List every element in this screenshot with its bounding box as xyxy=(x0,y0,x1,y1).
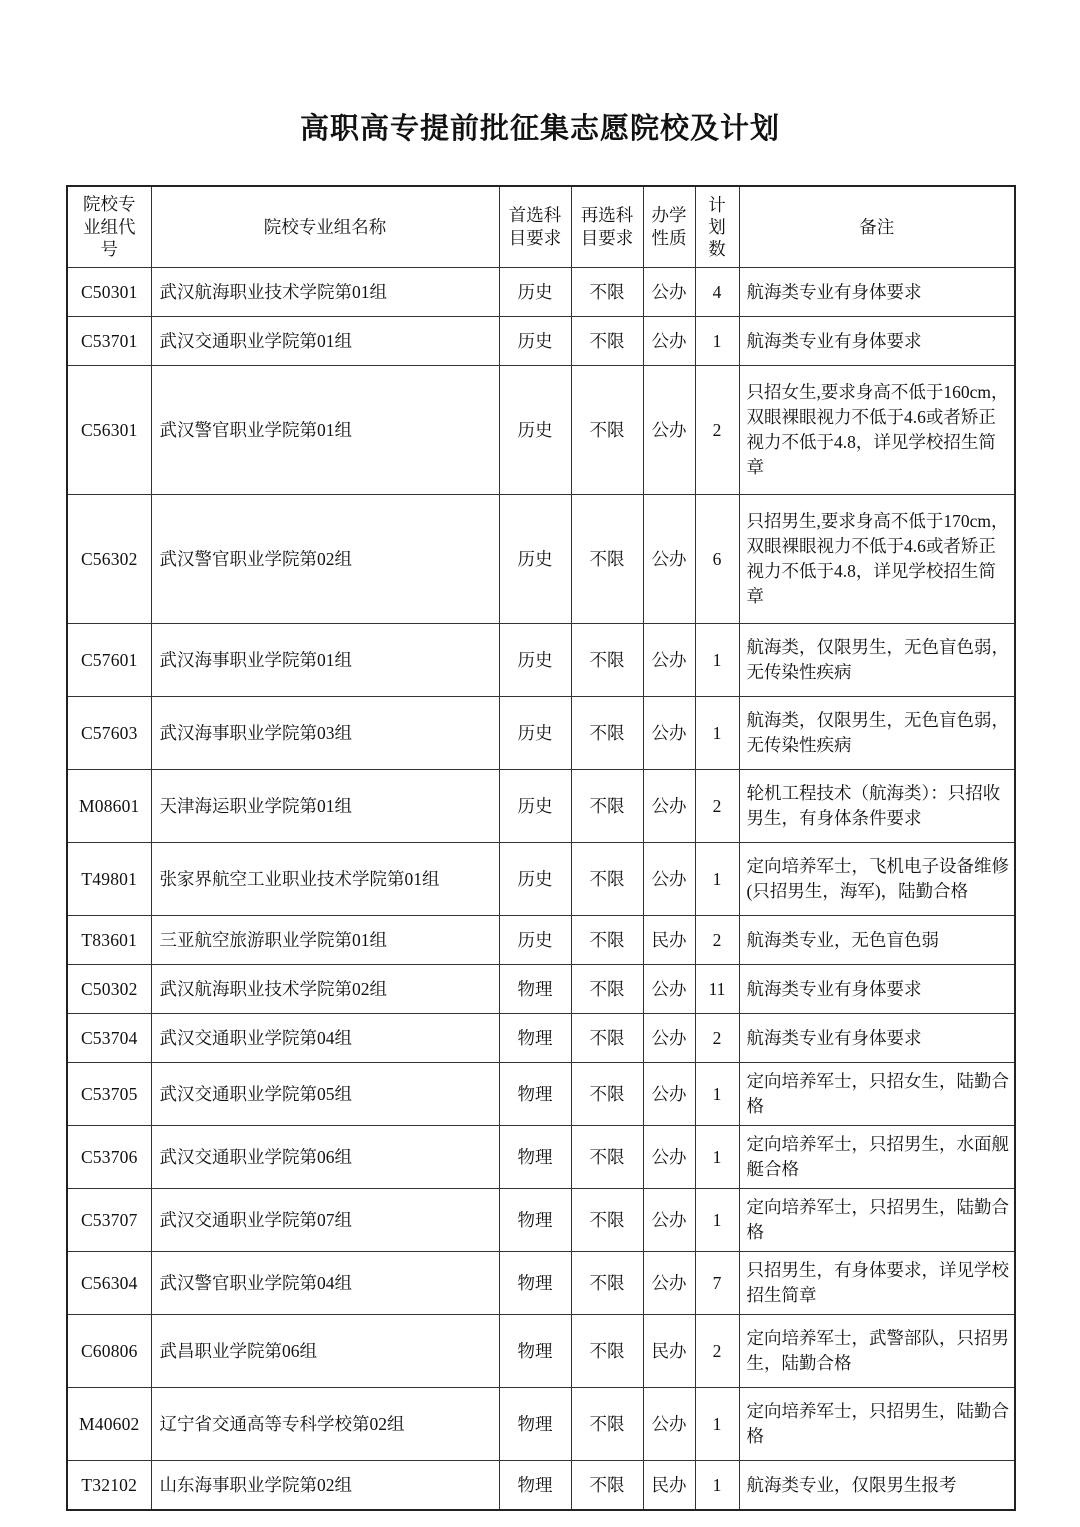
cell-first-subject: 历史 xyxy=(499,916,571,965)
cell-first-subject: 历史 xyxy=(499,697,571,770)
table-row xyxy=(67,1014,1015,1063)
cell-first-subject: 物理 xyxy=(499,1189,571,1252)
cell-remark: 只招男生,要求身高不低于170cm，双眼裸眼视力不低于4.6或者矫正视力不低于4.8，详见学校招生简章 xyxy=(739,495,1015,624)
cell-remark: 航海类专业有身体要求 xyxy=(739,965,1015,1014)
column-header-school-type-line-1: 办学 xyxy=(651,205,687,226)
cell-plan-count: 1 xyxy=(695,1189,739,1252)
cell-code: T49801 xyxy=(67,843,151,916)
cell-name: 武汉交通职业学院第05组 xyxy=(151,1063,499,1126)
cell-first-subject: 历史 xyxy=(499,495,571,624)
cell-plan-count: 1 xyxy=(695,1461,739,1511)
cell-plan-count: 1 xyxy=(695,624,739,697)
cell-name: 武汉交通职业学院第04组 xyxy=(151,1014,499,1063)
table-header xyxy=(67,186,1015,268)
table-header-row xyxy=(67,186,1015,268)
cell-plan-count: 6 xyxy=(695,495,739,624)
cell-school-type: 公办 xyxy=(643,624,695,697)
cell-name: 天津海运职业学院第01组 xyxy=(151,770,499,843)
table-row xyxy=(67,1461,1015,1511)
cell-name: 三亚航空旅游职业学院第01组 xyxy=(151,916,499,965)
cell-code: C56304 xyxy=(67,1252,151,1315)
cell-name: 武汉航海职业技术学院第02组 xyxy=(151,965,499,1014)
table-row xyxy=(67,916,1015,965)
cell-first-subject: 物理 xyxy=(499,965,571,1014)
cell-remark: 定向培养军士，只招男生，陆勤合格 xyxy=(739,1189,1015,1252)
cell-first-subject: 物理 xyxy=(499,1461,571,1511)
cell-remark: 航海类专业，仅限男生报考 xyxy=(739,1461,1015,1511)
cell-code: C53706 xyxy=(67,1126,151,1189)
cell-first-subject: 物理 xyxy=(499,1126,571,1189)
cell-plan-count: 4 xyxy=(695,268,739,317)
cell-school-type: 公办 xyxy=(643,1252,695,1315)
cell-first-subject: 历史 xyxy=(499,317,571,366)
cell-school-type: 公办 xyxy=(643,1126,695,1189)
table-row xyxy=(67,965,1015,1014)
cell-first-subject: 历史 xyxy=(499,843,571,916)
cell-code: C53701 xyxy=(67,317,151,366)
cell-school-type: 公办 xyxy=(643,1063,695,1126)
column-header-code-line-2: 业组代 xyxy=(83,216,136,237)
column-header-first-subject xyxy=(499,186,571,268)
cell-plan-count: 1 xyxy=(695,843,739,916)
column-header-code xyxy=(67,186,151,268)
column-header-second-subject-line-2: 目要求 xyxy=(580,227,634,248)
cell-school-type: 民办 xyxy=(643,916,695,965)
cell-plan-count: 2 xyxy=(695,916,739,965)
cell-code: T32102 xyxy=(67,1461,151,1511)
table-row xyxy=(67,1063,1015,1126)
cell-plan-count: 2 xyxy=(695,1315,739,1388)
cell-second-subject: 不限 xyxy=(571,366,643,495)
cell-code: T83601 xyxy=(67,916,151,965)
cell-plan-count: 1 xyxy=(695,697,739,770)
cell-first-subject: 物理 xyxy=(499,1014,571,1063)
cell-first-subject: 历史 xyxy=(499,624,571,697)
cell-plan-count: 1 xyxy=(695,317,739,366)
cell-school-type: 公办 xyxy=(643,965,695,1014)
cell-second-subject: 不限 xyxy=(571,1063,643,1126)
cell-name: 辽宁省交通高等专科学校第02组 xyxy=(151,1388,499,1461)
cell-name: 武汉交通职业学院第01组 xyxy=(151,317,499,366)
cell-remark: 定向培养军士，武警部队，只招男生，陆勤合格 xyxy=(739,1315,1015,1388)
cell-remark: 轮机工程技术（航海类）：只招收男生，有身体条件要求 xyxy=(739,770,1015,843)
cell-second-subject: 不限 xyxy=(571,770,643,843)
cell-code: M40602 xyxy=(67,1388,151,1461)
table-row xyxy=(67,770,1015,843)
cell-first-subject: 历史 xyxy=(499,770,571,843)
column-header-school-type-line-2: 性质 xyxy=(651,227,687,248)
cell-school-type: 公办 xyxy=(643,697,695,770)
cell-name: 武昌职业学院第06组 xyxy=(151,1315,499,1388)
table-row xyxy=(67,268,1015,317)
cell-code: C53704 xyxy=(67,1014,151,1063)
table-row xyxy=(67,1189,1015,1252)
cell-remark: 定向培养军士，只招女生，陆勤合格 xyxy=(739,1063,1015,1126)
cell-code: C56301 xyxy=(67,366,151,495)
table-row xyxy=(67,1126,1015,1189)
cell-remark: 只招女生,要求身高不低于160cm，双眼裸眼视力不低于4.6或者矫正视力不低于4.8，详见学校招生简章 xyxy=(739,366,1015,495)
column-header-first-subject-line-1: 首选科 xyxy=(508,205,562,226)
cell-plan-count: 1 xyxy=(695,1063,739,1126)
cell-name: 武汉交通职业学院第07组 xyxy=(151,1189,499,1252)
cell-code: C53707 xyxy=(67,1189,151,1252)
cell-plan-count: 2 xyxy=(695,1014,739,1063)
table-row xyxy=(67,495,1015,624)
cell-second-subject: 不限 xyxy=(571,1189,643,1252)
cell-remark: 航海类专业，无色盲色弱 xyxy=(739,916,1015,965)
cell-plan-count: 1 xyxy=(695,1388,739,1461)
cell-second-subject: 不限 xyxy=(571,317,643,366)
cell-plan-count: 2 xyxy=(695,366,739,495)
cell-name: 武汉海事职业学院第01组 xyxy=(151,624,499,697)
table-row xyxy=(67,1315,1015,1388)
column-header-remark: 备注 xyxy=(739,186,1015,268)
cell-school-type: 公办 xyxy=(643,495,695,624)
cell-plan-count: 1 xyxy=(695,1126,739,1189)
cell-plan-count: 11 xyxy=(695,965,739,1014)
cell-code: C53705 xyxy=(67,1063,151,1126)
cell-code: C50301 xyxy=(67,268,151,317)
cell-second-subject: 不限 xyxy=(571,268,643,317)
cell-second-subject: 不限 xyxy=(571,1388,643,1461)
table-row xyxy=(67,1252,1015,1315)
column-header-plan-count-line-1: 计 xyxy=(708,194,726,215)
cell-code: M08601 xyxy=(67,770,151,843)
cell-school-type: 公办 xyxy=(643,843,695,916)
cell-remark: 航海类专业有身体要求 xyxy=(739,268,1015,317)
cell-name: 武汉警官职业学院第02组 xyxy=(151,495,499,624)
cell-second-subject: 不限 xyxy=(571,916,643,965)
cell-remark: 定向培养军士，只招男生，水面舰艇合格 xyxy=(739,1126,1015,1189)
cell-first-subject: 物理 xyxy=(499,1063,571,1126)
cell-second-subject: 不限 xyxy=(571,624,643,697)
cell-plan-count: 7 xyxy=(695,1252,739,1315)
cell-remark: 航海类，仅限男生，无色盲色弱，无传染性疾病 xyxy=(739,624,1015,697)
column-header-plan-count xyxy=(695,186,739,268)
cell-remark: 航海类专业有身体要求 xyxy=(739,1014,1015,1063)
table-row xyxy=(67,843,1015,916)
cell-school-type: 公办 xyxy=(643,268,695,317)
cell-school-type: 民办 xyxy=(643,1461,695,1511)
table-row xyxy=(67,317,1015,366)
cell-second-subject: 不限 xyxy=(571,843,643,916)
cell-name: 张家界航空工业职业技术学院第01组 xyxy=(151,843,499,916)
cell-name: 武汉交通职业学院第06组 xyxy=(151,1126,499,1189)
column-header-plan-count-line-3: 数 xyxy=(708,238,726,259)
cell-school-type: 公办 xyxy=(643,770,695,843)
cell-code: C57603 xyxy=(67,697,151,770)
column-header-second-subject xyxy=(571,186,643,268)
cell-name: 山东海事职业学院第02组 xyxy=(151,1461,499,1511)
cell-school-type: 公办 xyxy=(643,1189,695,1252)
page-title: 高职高专提前批征集志愿院校及计划 xyxy=(299,113,780,145)
cell-second-subject: 不限 xyxy=(571,1315,643,1388)
cell-first-subject: 历史 xyxy=(499,366,571,495)
table-row xyxy=(67,1388,1015,1461)
cell-first-subject: 物理 xyxy=(499,1315,571,1388)
cell-school-type: 公办 xyxy=(643,1014,695,1063)
cell-name: 武汉警官职业学院第01组 xyxy=(151,366,499,495)
cell-second-subject: 不限 xyxy=(571,1252,643,1315)
column-header-first-subject-line-2: 目要求 xyxy=(508,227,562,248)
cell-remark: 只招男生，有身体要求，详见学校招生简章 xyxy=(739,1252,1015,1315)
column-header-code-line-3: 号 xyxy=(100,239,118,260)
cell-first-subject: 物理 xyxy=(499,1388,571,1461)
cell-first-subject: 物理 xyxy=(499,1252,571,1315)
cell-second-subject: 不限 xyxy=(571,1126,643,1189)
cell-second-subject: 不限 xyxy=(571,495,643,624)
cell-name: 武汉海事职业学院第03组 xyxy=(151,697,499,770)
cell-second-subject: 不限 xyxy=(571,1461,643,1511)
cell-remark: 定向培养军士，飞机电子设备维修(只招男生，海军)，陆勤合格 xyxy=(739,843,1015,916)
cell-name: 武汉航海职业技术学院第01组 xyxy=(151,268,499,317)
plan-table xyxy=(66,185,1016,1511)
cell-school-type: 民办 xyxy=(643,1315,695,1388)
table-body xyxy=(67,268,1015,1511)
column-header-second-subject-line-1: 再选科 xyxy=(580,205,634,226)
cell-second-subject: 不限 xyxy=(571,1014,643,1063)
cell-first-subject: 历史 xyxy=(499,268,571,317)
cell-school-type: 公办 xyxy=(643,1388,695,1461)
column-header-plan-count-line-2: 划 xyxy=(708,216,726,237)
cell-remark: 航海类，仅限男生，无色盲色弱，无传染性疾病 xyxy=(739,697,1015,770)
cell-remark: 定向培养军士，只招男生，陆勤合格 xyxy=(739,1388,1015,1461)
cell-code: C56302 xyxy=(67,495,151,624)
column-header-name: 院校专业组名称 xyxy=(151,186,499,268)
cell-code: C60806 xyxy=(67,1315,151,1388)
cell-code: C57601 xyxy=(67,624,151,697)
cell-plan-count: 2 xyxy=(695,770,739,843)
cell-second-subject: 不限 xyxy=(571,697,643,770)
cell-school-type: 公办 xyxy=(643,366,695,495)
table-row xyxy=(67,624,1015,697)
cell-name: 武汉警官职业学院第04组 xyxy=(151,1252,499,1315)
cell-remark: 航海类专业有身体要求 xyxy=(739,317,1015,366)
column-header-code-line-1: 院校专 xyxy=(83,193,136,214)
cell-second-subject: 不限 xyxy=(571,965,643,1014)
table-row xyxy=(67,697,1015,770)
cell-code: C50302 xyxy=(67,965,151,1014)
column-header-school-type xyxy=(643,186,695,268)
cell-school-type: 公办 xyxy=(643,317,695,366)
table-row xyxy=(67,366,1015,495)
